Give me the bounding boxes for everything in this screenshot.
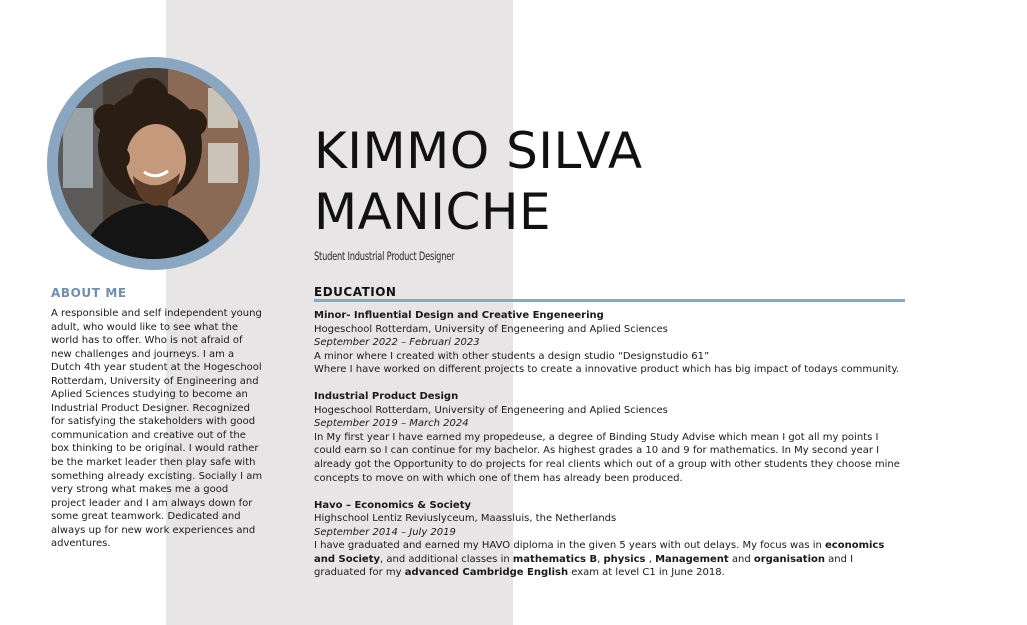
- entry-title: Industrial Product Design: [314, 391, 459, 403]
- about-heading: ABOUT ME: [51, 286, 127, 300]
- entry-description: A minor where I created with other students a design studio “Designstudio 61”: [314, 350, 710, 362]
- education-entry-minor: [314, 309, 904, 377]
- about-text: A responsible and self independent young adult, who would like to see what the world has to offer. Who is not afraid of new challenges and journeys. I am a Dutch 4th year student at the Hogeschool Rotterdam, University of Engineering and Aplied Sciences studying to become an Industrial Product Designer. Recognized for satisfying the stakeholders with good communication and creative out of the box thinking to be original. I would rather be the market leader then play safe with something already excisting. Socially I am very strong what makes me a good project leader and I am always down for some great teamwork. Dedicated and always up for new work experiences and adventures.: [51, 308, 263, 550]
- desc-text: , and additional classes in: [380, 553, 513, 565]
- entry-title: Havo – Economics & Society: [314, 499, 472, 511]
- entry-title: Minor- Influential Design and Creative Engeneering: [314, 310, 604, 321]
- name-line-2: MANICHE: [314, 183, 552, 241]
- desc-highlight: physics: [603, 553, 646, 565]
- name-line-1: KIMMO SILVA: [314, 122, 643, 180]
- desc-highlight: organisation: [753, 553, 825, 565]
- desc-text: ,: [597, 553, 604, 565]
- desc-text: I have graduated and earned my HAVO diploma in the given 5 years with out delays. My focus was in: [314, 540, 826, 552]
- entry-description: Where I have worked on different projects to create a innovative product which has big impact of todays community.: [314, 364, 900, 376]
- desc-text: ,: [645, 553, 656, 565]
- desc-text: and I graduated for my: [314, 553, 854, 579]
- entry-dates: September 2019 – March 2024: [314, 418, 469, 430]
- education-heading: EDUCATION: [314, 285, 397, 299]
- profile-photo-illustration: [58, 68, 249, 259]
- entry-school: Hogeschool Rotterdam, University of Engeneering and Aplied Sciences: [314, 404, 668, 416]
- candidate-name: [314, 121, 643, 243]
- entry-school: Hogeschool Rotterdam, University of Engeneering and Aplied Sciences: [314, 323, 668, 335]
- entry-dates: September 2014 – July 2019: [314, 526, 456, 538]
- education-divider: [314, 299, 905, 302]
- job-title: Student Industrial Product Designer: [314, 249, 455, 263]
- desc-highlight: economics and Society: [314, 540, 885, 565]
- entry-description: [314, 539, 904, 580]
- desc-highlight: Management: [655, 553, 729, 565]
- entry-description: In My first year I have earned my propedeuse, a degree of Binding Study Advise which mean I got all my points I could earn so I can continue for my bachelor. As highest grades a 10 and 9 for mathematics. In My second year I already got the Opportunity to do projects for real clients which out of a group with other students they choose mine concepts to move on with which one of them has already been produced.: [314, 431, 900, 484]
- desc-text: exam at level C1 in June 2018.: [568, 567, 725, 579]
- profile-photo: [58, 68, 249, 259]
- desc-text: and: [728, 553, 754, 565]
- education-list: [314, 309, 904, 593]
- desc-highlight: mathematics B: [512, 553, 598, 565]
- entry-dates: September 2022 – Februari 2023: [314, 337, 480, 349]
- entry-school: Highschool Lentiz Reviuslyceum, Maassluis, the Netherlands: [314, 513, 617, 525]
- education-entry-ipd: [314, 390, 904, 485]
- desc-highlight: advanced Cambridge English: [404, 567, 569, 579]
- education-entry-havo: [314, 499, 904, 580]
